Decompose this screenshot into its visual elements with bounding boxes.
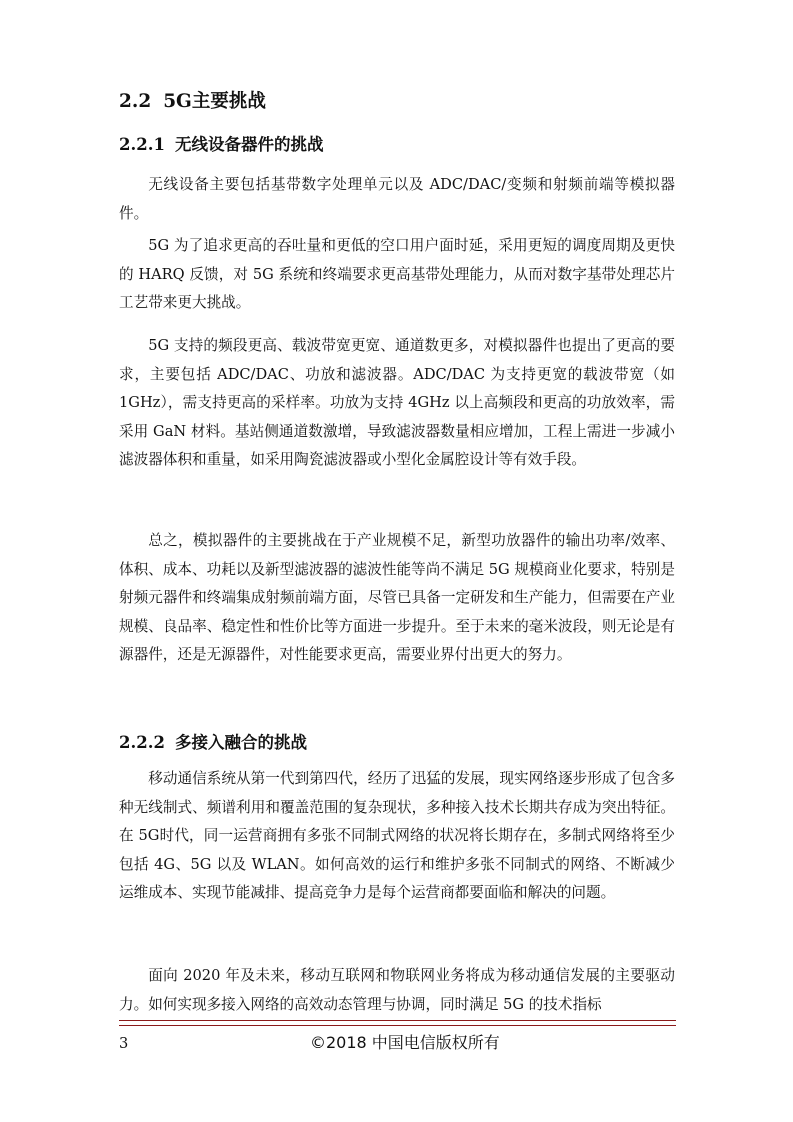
paragraph: 总之，模拟器件的主要挑战在于产业规模不足，新型功放器件的输出功率/效率、体积、成本、功耗以及新型滤波器的滤波性能等尚不满足 5G 规模商业化要求，特别是射频元器件和终端集成射频前端方面，尽管已具备一定研发和生产能力，但需要在产业规模、良品率、稳定性和性价比等方面进一步提升。至于未来的毫米波段，则无论是有源器件，还是无源器件，对性能要求更高，需要业界付出更大的努力。	[119, 532, 675, 664]
subsection-heading-2-2-2	[119, 730, 307, 756]
document-page	[119, 0, 675, 1122]
section-heading	[119, 88, 266, 116]
page-number: 3	[119, 1035, 129, 1052]
subsection-heading-2-2-1	[119, 132, 323, 158]
subsection-title: 多接入融合的挑战	[174, 733, 307, 752]
paragraph: 移动通信系统从第一代到第四代，经历了迅猛的发展，现实网络逐步形成了包含多种无线制式、频谱利用和覆盖范围的复杂现状，多种接入技术长期共存成为突出特征。在 5G时代，同一运营商拥有多张不同制式网络的状况将长期存在，多制式网络将至少包括 4G、5G 以及 WLAN。如何高效的运行和维护多张不同制式的网络、不断减少运维成本、实现节能减排、提高竞争力是每个运营商都要面临和解决的问题。	[119, 770, 675, 902]
paragraph: 5G 支持的频段更高、载波带宽更宽、通道数更多，对模拟器件也提出了更高的要求，主要包括 ADC/DAC、功放和滤波器。ADC/DAC 为支持更宽的载波带宽（如 1GHz），需支持更高的采样率。功放为支持 4GHz 以上高频段和更高的功放效率，需采用 GaN 材料。基站侧通道数激增，导致滤波器数量相应增加，工程上需进一步减小滤波器体积和重量，如采用陶瓷滤波器或小型化金属腔设计等有效手段。	[119, 337, 675, 469]
subsection-title: 无线设备器件的挑战	[174, 135, 324, 154]
subsection-number: 2.2.1	[119, 135, 165, 154]
subsection-number: 2.2.2	[119, 733, 165, 752]
footer-rule	[119, 1020, 676, 1021]
section-title: 5G主要挑战	[163, 91, 266, 112]
copyright-notice: ©2018 中国电信版权所有	[310, 1033, 500, 1052]
section-number: 2.2	[119, 91, 152, 112]
footer-rule-thin	[119, 1025, 676, 1026]
paragraph: 5G 为了追求更高的吞吐量和更低的空口用户面时延，采用更短的调度周期及更快的 HARQ 反馈，对 5G 系统和终端要求更高基带处理能力，从而对数字基带处理芯片工艺带来更大挑战。	[119, 237, 675, 312]
paragraph: 无线设备主要包括基带数字处理单元以及 ADC/DAC/变频和射频前端等模拟器件。	[119, 176, 675, 222]
paragraph: 面向 2020 年及未来，移动互联网和物联网业务将成为移动通信发展的主要驱动力。如何实现多接入网络的高效动态管理与协调，同时满足 5G 的技术指标	[119, 967, 675, 1013]
